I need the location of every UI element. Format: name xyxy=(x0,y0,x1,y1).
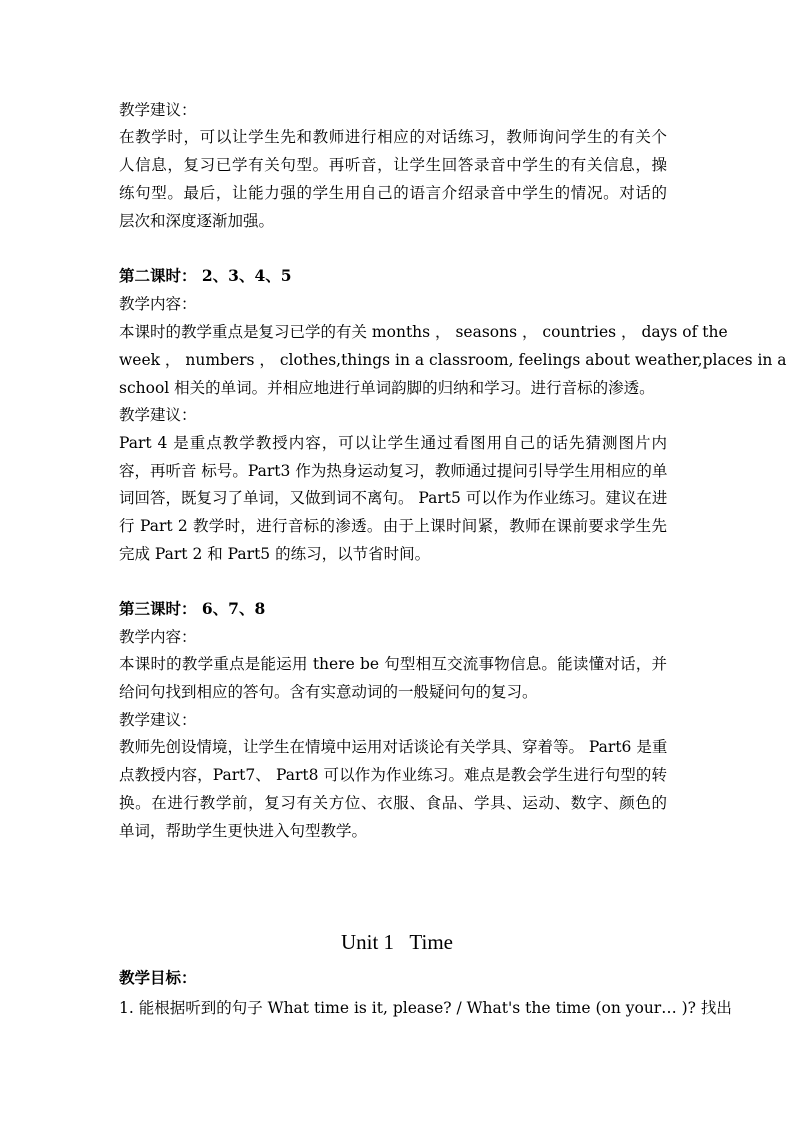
lesson-heading: 第三课时： 6、7、8 xyxy=(119,599,266,618)
paragraph-line: 词回答，既复习了单词，又做到词不离句。 Part5 可以作为作业练习。建议在进 xyxy=(119,489,668,507)
paragraph-line: 容，再听音 标号。Part3 作为热身运动复习，教师通过提问引导学生用相应的单 xyxy=(119,462,668,480)
paragraph-line: 给问句找到相应的答句。含有实意动词的一般疑问句的复习。 xyxy=(119,683,538,701)
paragraph-line: 完成 Part 2 和 Part5 的练习，以节省时间。 xyxy=(119,545,431,563)
objectives-label: 教学目标： xyxy=(119,968,197,987)
paragraph-line: 人信息，复习已学有关句型。再听音，让学生回答录音中学生的有关信息，操 xyxy=(119,156,667,174)
suggestion-label: 教学建议： xyxy=(119,406,197,424)
content-label: 教学内容： xyxy=(119,295,197,313)
paragraph-line: 换。在进行教学前，复习有关方位、衣服、食品、学具、运动、数字、颜色的 xyxy=(119,794,667,812)
paragraph-line: 本课时的教学重点是复习已学的有关 months ， seasons ， countries ， days of the xyxy=(119,323,728,341)
unit-title: Unit 1 Time xyxy=(340,930,454,954)
paragraph-line: Part 4 是重点教学教授内容，可以让学生通过看图用自己的话先猜测图片内 xyxy=(119,434,667,452)
paragraph-line: 在教学时，可以让学生先和教师进行相应的对话练习，教师询问学生的有关个 xyxy=(119,128,667,146)
paragraph-line: 教师先创设情境，让学生在情境中运用对话谈论有关学具、穿着等。 Part6 是重 xyxy=(119,738,668,756)
paragraph-line: 行 Part 2 教学时，进行音标的渗透。由于上课时间紧，教师在课前要求学生先 xyxy=(119,517,667,535)
content-label: 教学内容： xyxy=(119,628,197,646)
paragraph-line: school 相关的单词。并相应地进行单词韵脚的归纳和学习。进行音标的渗透。 xyxy=(119,379,655,397)
objective-line: 1. 能根据听到的句子 What time is it, please? / What's the time (on your… )? 找出 xyxy=(119,999,732,1017)
paragraph-line: week ， numbers ， clothes,things in a classroom, feelings about weather,places in a xyxy=(119,351,787,369)
paragraph-line: 层次和深度逐渐加强。 xyxy=(119,212,275,230)
lesson-heading: 第二课时： 2、3、4、5 xyxy=(119,266,292,285)
paragraph-line: 单词，帮助学生更快进入句型教学。 xyxy=(119,822,368,840)
suggestion-label: 教学建议： xyxy=(119,711,197,729)
paragraph-line: 点教授内容，Part7、 Part8 可以作为作业练习。难点是教会学生进行句型的转 xyxy=(119,766,667,784)
paragraph-line: 本课时的教学重点是能运用 there be 句型相互交流事物信息。能读懂对话，并 xyxy=(119,655,667,673)
suggestion-label: 教学建议： xyxy=(119,101,197,119)
paragraph-line: 练句型。最后，让能力强的学生用自己的语言介绍录音中学生的情况。对话的 xyxy=(119,184,667,202)
